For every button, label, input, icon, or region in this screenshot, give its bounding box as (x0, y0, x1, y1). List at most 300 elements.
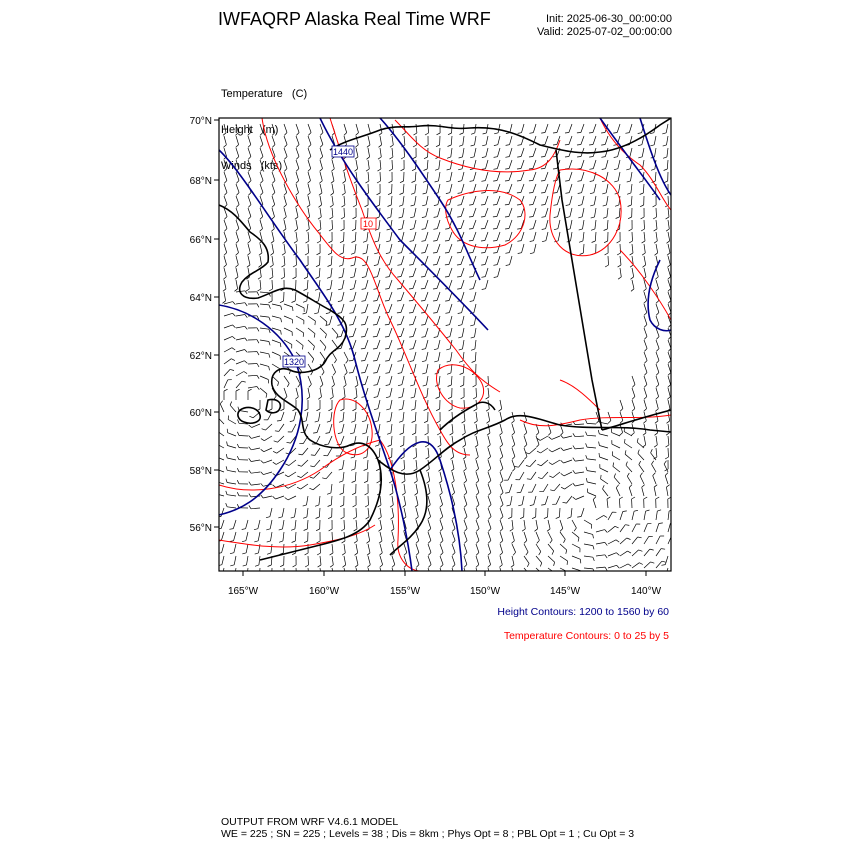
wind-barb (259, 568, 260, 577)
wind-barb (488, 520, 491, 529)
wind-barb-feather (318, 397, 321, 399)
wind-barb-feather (424, 157, 428, 159)
wind-barb (464, 472, 467, 481)
wind-barb-feather (385, 361, 389, 362)
wind-barb-feather (447, 361, 451, 362)
wind-barb (584, 520, 592, 525)
wind-barb-feather (526, 552, 528, 555)
wind-barb-feather (593, 557, 594, 561)
wind-barb-feather (639, 550, 643, 551)
wind-barb-feather (553, 181, 557, 182)
wind-barb (644, 352, 647, 361)
wind-barb-feather (266, 394, 267, 398)
wind-barb-feather (457, 289, 461, 290)
wind-barb (246, 544, 248, 553)
wind-barb-feather (398, 229, 402, 230)
wind-barb (227, 495, 236, 496)
wind-barb (272, 208, 275, 217)
wind-barb (392, 496, 393, 505)
wind-barb-feather (433, 253, 437, 254)
wind-barb (264, 448, 272, 452)
wind-barb-feather (427, 481, 430, 484)
wind-barb-feather (303, 517, 307, 518)
wind-barb (272, 340, 280, 343)
wind-barb (354, 424, 356, 433)
wind-barb-feather (458, 181, 462, 182)
wind-barb (236, 136, 239, 145)
wind-barb-feather (639, 169, 643, 170)
wind-barb-feather (627, 181, 631, 182)
wind-barb (356, 196, 357, 205)
wind-barb (509, 172, 512, 181)
wind-barb (437, 316, 440, 325)
wind-barb-feather (637, 438, 638, 442)
wind-barb-feather (452, 529, 455, 532)
wind-barb-feather (573, 483, 576, 486)
wind-barb-feather (317, 553, 320, 555)
wind-barb-feather (434, 217, 438, 218)
wind-barb-feather (608, 421, 611, 424)
wind-barb-feather (602, 181, 606, 182)
wind-barb (296, 208, 298, 217)
wind-barb-feather (224, 229, 227, 232)
wind-barb (272, 316, 281, 318)
wind-barb-feather (605, 265, 608, 267)
wind-barb (295, 292, 296, 301)
wind-barb (440, 472, 442, 481)
wind-barb (425, 268, 428, 277)
wind-barb (655, 172, 656, 181)
wind-barb (500, 484, 503, 493)
wind-barb (462, 160, 464, 169)
wind-barb (308, 316, 315, 321)
wind-barb-feather (249, 416, 253, 418)
wind-barb (296, 256, 297, 265)
wind-barb (583, 244, 584, 253)
wind-barb-feather (354, 397, 357, 399)
wind-barb (488, 460, 491, 469)
wind-barb (582, 208, 584, 217)
wind-barb-feather (464, 493, 467, 496)
wind-barb-feather (218, 553, 222, 554)
wind-barb-feather (423, 181, 427, 182)
wind-barb (380, 520, 382, 529)
wind-barb-feather (654, 485, 657, 488)
wind-barb (328, 448, 333, 456)
wind-barb (228, 420, 236, 425)
wind-barb (521, 184, 524, 193)
wind-barb (497, 196, 500, 205)
wind-barb-feather (330, 217, 333, 219)
wind-barb-feather (397, 349, 401, 350)
wind-barb-feather (553, 133, 557, 134)
wind-barb (320, 232, 321, 241)
wind-barb-feather (655, 433, 658, 436)
wind-barb (632, 524, 636, 532)
wind-barb-feather (224, 253, 227, 256)
wind-barb-feather (655, 409, 658, 412)
wind-barb-feather (541, 181, 545, 182)
wind-barb (313, 484, 320, 490)
wind-barb-feather (237, 444, 239, 448)
wind-barb (392, 160, 393, 169)
wind-barb (464, 544, 467, 553)
wind-barb (631, 172, 633, 181)
wind-barb (392, 508, 394, 517)
wind-barb-feather (411, 193, 415, 194)
wind-barb (248, 280, 249, 289)
wind-barb-feather (499, 565, 502, 568)
wind-barb (440, 436, 441, 445)
wind-barb-feather (668, 289, 671, 292)
wind-barb-feather (281, 577, 285, 579)
wind-barb-feather (260, 145, 263, 148)
wind-barb-feather (661, 577, 665, 578)
wind-barb-feather (400, 193, 404, 195)
wind-barb-feather (476, 469, 479, 472)
wind-barb (508, 472, 512, 480)
wind-barb-feather (618, 277, 621, 279)
wind-barb (413, 304, 416, 313)
wind-barb-feather (529, 217, 533, 218)
wind-barb-feather (433, 301, 437, 302)
wind-barb-feather (233, 302, 236, 305)
wind-barb (272, 256, 273, 265)
wind-barb (367, 232, 368, 241)
wind-barb-feather (362, 289, 366, 290)
wind-barb (575, 424, 584, 425)
wind-barb-feather (223, 301, 226, 304)
wind-barb (221, 532, 224, 541)
wind-barb (332, 364, 336, 372)
wind-barb-feather (285, 486, 288, 488)
wind-barb-feather (589, 133, 593, 134)
wind-barb-feather (361, 301, 365, 302)
wind-barb (392, 136, 393, 145)
wind-barb-feather (437, 421, 441, 423)
wind-barb-feather (640, 473, 642, 476)
wind-barb-feather (349, 313, 353, 314)
wind-barb (654, 136, 656, 145)
wind-barb (653, 476, 656, 484)
wind-barb (296, 172, 299, 181)
wind-barb (569, 136, 572, 145)
wind-barb (620, 551, 628, 556)
wind-barb-feather (344, 133, 347, 136)
wind-barb (620, 244, 621, 253)
wind-barb (464, 508, 467, 517)
wind-barb (451, 376, 452, 385)
wind-barb-feather (653, 205, 657, 207)
wind-barb (596, 530, 605, 532)
wind-barb-feather (644, 349, 647, 352)
wind-barb (378, 400, 380, 409)
wind-barb-feather (599, 442, 600, 446)
wind-barb-feather (328, 253, 332, 255)
wind-barb-feather (278, 517, 282, 518)
wind-barb (332, 160, 334, 169)
wind-barb (606, 184, 608, 193)
wind-barb (368, 172, 369, 181)
wind-barb (485, 220, 488, 229)
wind-barb (546, 220, 548, 229)
wind-barb (488, 496, 491, 505)
wind-barb-feather (475, 433, 478, 436)
wind-barb-feather (273, 496, 276, 499)
wind-barb (331, 412, 332, 421)
wind-barb-feather (280, 343, 281, 347)
wind-barb-feather (668, 277, 671, 280)
wind-barb-feather (634, 510, 638, 511)
wind-barb (413, 328, 416, 337)
wind-barb (475, 328, 477, 337)
wind-barb (451, 364, 452, 373)
wind-barb (438, 208, 441, 217)
wind-barb-feather (623, 511, 627, 512)
wind-barb (485, 172, 488, 181)
canada-border (556, 150, 602, 430)
wind-barb (344, 208, 345, 217)
wind-barb-feather (294, 241, 297, 243)
wind-barb-feather (319, 193, 322, 196)
wind-barb-feather (493, 169, 497, 170)
wind-barb (509, 220, 512, 229)
wind-barb-feather (560, 529, 563, 532)
wind-barb-feather (308, 181, 311, 184)
wind-barb-feather (666, 485, 669, 487)
wind-barb (416, 484, 418, 493)
wind-barb (260, 328, 269, 329)
wind-barb (452, 484, 455, 493)
wind-barb-feather (436, 145, 440, 147)
wind-barb-feather (385, 301, 389, 302)
wind-barb-feather (520, 517, 524, 519)
wind-barb-feather (482, 157, 486, 158)
wind-barb-feather (361, 361, 365, 362)
wind-barb-feather (343, 565, 346, 568)
wind-barb-feather (249, 505, 251, 508)
wind-barb-feather (604, 515, 607, 517)
wind-barb (558, 232, 560, 241)
wind-barb-feather (318, 217, 321, 219)
wind-barb-feather (400, 181, 404, 183)
wind-barb-feather (280, 565, 284, 567)
wind-barb-feather (493, 181, 497, 182)
wind-barb (440, 532, 443, 541)
wind-barb-feather (593, 497, 596, 500)
wind-barb-feather (230, 369, 234, 370)
wind-barb-feather (218, 577, 222, 578)
wind-barb-feather (659, 523, 663, 524)
wind-barb-feather (617, 565, 620, 568)
temp-contour (334, 399, 373, 455)
wind-barb (416, 460, 417, 469)
wind-barb (644, 511, 646, 520)
wind-barb-feather (573, 497, 576, 500)
wind-barb-feather (317, 541, 321, 543)
wind-barb (276, 496, 285, 499)
wind-barb-feather (337, 325, 341, 326)
wind-barb (425, 316, 428, 325)
wind-barb (485, 268, 488, 277)
wind-barb-feather (508, 517, 512, 519)
wind-barb (401, 316, 404, 325)
wind-barb-feather (280, 409, 284, 411)
wind-barb (510, 124, 512, 133)
wind-barb (619, 184, 621, 193)
wind-barb-feather (526, 466, 530, 467)
wind-barb (272, 232, 274, 241)
wind-barb (438, 352, 440, 361)
wind-barb-feather (473, 385, 477, 387)
wind-barb (440, 508, 443, 517)
wind-barb-feather (412, 169, 416, 171)
wind-barb-feather (446, 325, 450, 326)
wind-barb-feather (235, 133, 238, 136)
wind-barb-feather (499, 577, 502, 580)
wind-barb-feather (412, 181, 416, 183)
wind-barb (332, 340, 337, 347)
wind-barb-feather (235, 265, 238, 268)
wind-barb (224, 292, 226, 301)
wind-barb-feather (245, 338, 248, 341)
wind-barb-feather (231, 577, 235, 578)
wind-barb-feather (340, 493, 344, 495)
wind-barb (222, 556, 224, 565)
wind-barb-feather (436, 397, 440, 399)
wind-barb (461, 268, 464, 277)
wind-barb (356, 148, 358, 157)
wind-barb (415, 388, 417, 397)
wind-barb-feather (554, 229, 558, 230)
wind-barb-feather (524, 541, 527, 544)
wind-barb (428, 472, 430, 481)
wind-barb (427, 160, 428, 169)
wind-barb-feather (500, 529, 503, 532)
wind-barb (461, 196, 464, 205)
wind-barb (356, 388, 357, 397)
wind-barb-feather (342, 541, 345, 543)
wind-barb-feather (409, 313, 413, 314)
wind-barb-feather (346, 360, 348, 363)
wind-barb-feather (445, 229, 449, 230)
wind-barb (377, 376, 380, 385)
wind-barb (584, 532, 593, 534)
wind-barb-feather (245, 315, 247, 318)
wind-barb-feather (390, 505, 393, 507)
wind-barb-feather (229, 529, 233, 530)
wind-barb-feather (226, 479, 227, 483)
wind-barb (391, 412, 393, 421)
wind-barb (595, 220, 596, 229)
wind-barb (500, 448, 503, 457)
wind-barb-feather (362, 421, 366, 422)
wind-barb (581, 124, 584, 133)
wind-barb-feather (627, 473, 629, 476)
wind-barb-feather (500, 457, 503, 460)
wind-barb-feather (374, 265, 378, 266)
wind-barb-feather (397, 289, 401, 290)
wind-barb (425, 292, 428, 301)
wind-barb-feather (513, 552, 516, 555)
wind-barb-feather (439, 493, 442, 496)
wind-barb (631, 196, 632, 205)
wind-barb-feather (440, 517, 443, 520)
wind-barb (413, 256, 416, 265)
wind-barb (272, 244, 274, 253)
wind-barb (520, 472, 525, 480)
wind-barb (488, 508, 491, 517)
wind-barb-feather (258, 289, 261, 291)
wind-barb-feather (269, 301, 273, 303)
wind-barb-feather (353, 505, 357, 507)
wind-barb (437, 220, 440, 229)
wind-barb (464, 448, 466, 457)
wind-barb-feather (304, 529, 308, 531)
wind-barb (308, 136, 311, 145)
wind-barb (531, 472, 536, 479)
wind-barb-feather (351, 457, 355, 458)
wind-barb (331, 256, 332, 265)
wind-barb (581, 172, 584, 181)
wind-barb (488, 556, 491, 565)
wind-barb (560, 532, 565, 539)
wind-barb-feather (284, 145, 287, 148)
wind-barb-feather (215, 465, 216, 469)
wind-barb-feather (220, 401, 223, 404)
wind-barb-feather (421, 253, 425, 254)
wind-barb (607, 499, 608, 508)
wind-barb-feather (272, 193, 275, 196)
wind-barb (668, 232, 670, 241)
wind-barb-feather (493, 265, 497, 266)
wind-barb-feather (397, 265, 401, 266)
wind-barb-feather (463, 469, 466, 472)
wind-barb (567, 496, 573, 503)
wind-barb (545, 172, 548, 181)
wind-barb-feather (397, 277, 401, 278)
wind-barb (380, 544, 382, 553)
wind-barb-feather (522, 529, 525, 531)
wind-barb (389, 340, 392, 349)
wind-barb-feather (361, 337, 365, 338)
wind-barb (224, 232, 227, 241)
wind-barb (234, 532, 236, 541)
wind-barb (344, 352, 348, 360)
wind-barb (284, 388, 287, 397)
wind-barb-feather (667, 253, 670, 256)
wind-barb (473, 280, 476, 289)
wind-barb-feather (373, 361, 377, 362)
wind-barb (377, 352, 380, 361)
wind-barb-feather (488, 481, 491, 484)
wind-barb (668, 511, 669, 520)
wind-barb-feather (512, 433, 515, 436)
wind-barb-feather (481, 241, 485, 242)
wind-barb-feather (589, 145, 593, 146)
wind-barb-feather (409, 289, 413, 290)
wind-barb-feather (486, 397, 489, 399)
wind-barb (308, 208, 310, 217)
wind-barb-feather (388, 205, 392, 207)
wind-barb (426, 364, 428, 373)
wind-barb (344, 196, 345, 205)
height-contour (648, 260, 671, 331)
wind-barb-feather (400, 433, 404, 435)
wind-barb (464, 424, 465, 433)
wind-barb (416, 544, 419, 553)
wind-barb-feather (424, 409, 428, 411)
